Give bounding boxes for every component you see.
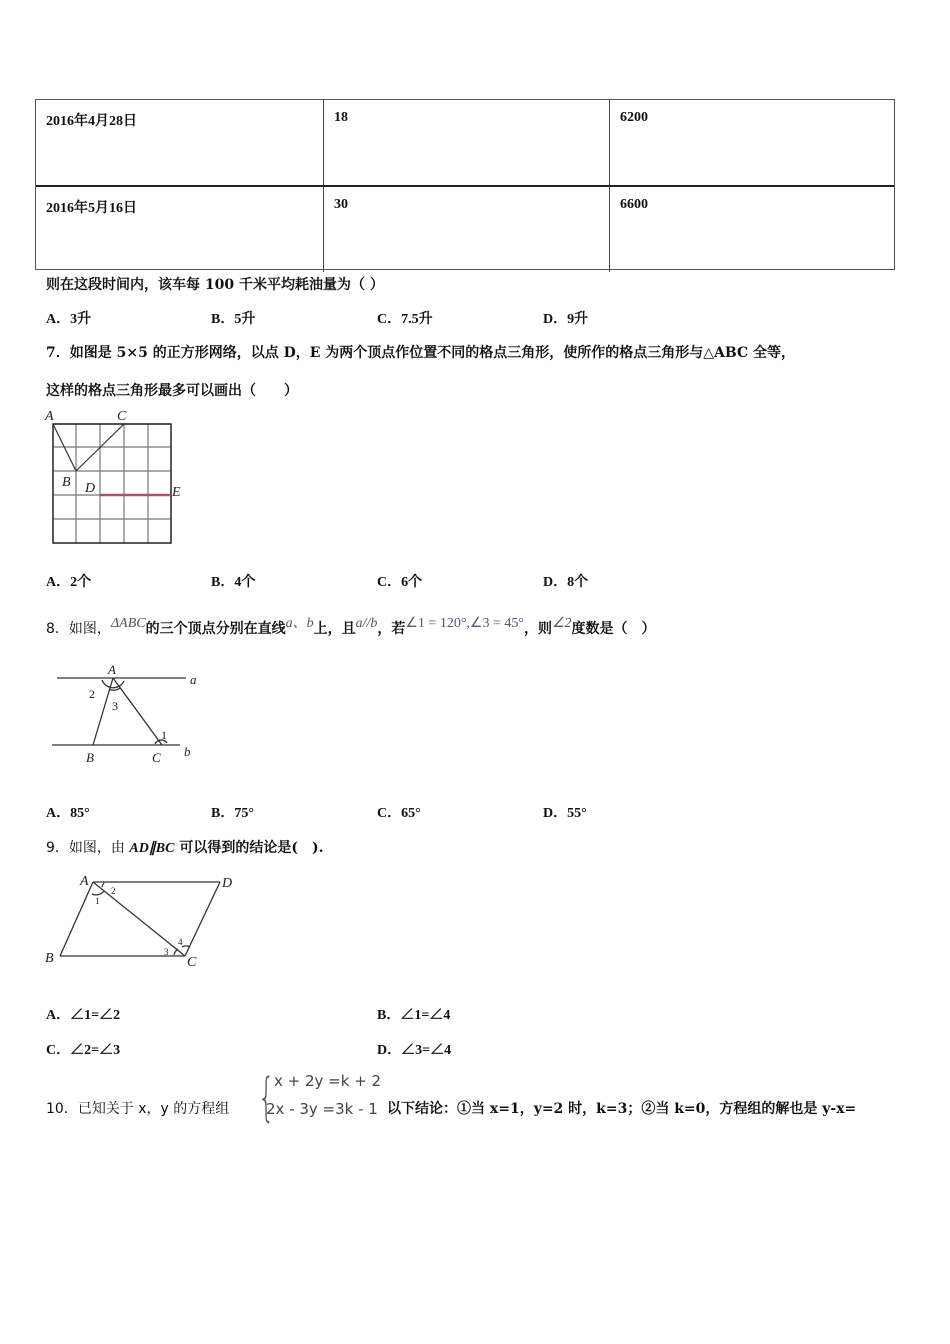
fuel-record-table: [35, 99, 895, 270]
svg-text:A: A: [45, 409, 54, 424]
svg-text:D: D: [85, 481, 96, 496]
table-row: [36, 185, 894, 272]
q8-option-b: B．75°: [211, 806, 254, 821]
q6-option-d: D．9升: [543, 312, 589, 327]
table-cell-amount: 30: [323, 187, 609, 272]
q8-option-a: A．85°: [46, 806, 90, 821]
equation-2: 2x - 3y =3k - 1: [266, 1100, 378, 1118]
svg-text:1: 1: [161, 728, 167, 742]
svg-text:B: B: [86, 750, 94, 765]
q9-option-a: A．∠1=∠2: [46, 1008, 121, 1023]
table-cell-mileage: 6600: [609, 187, 894, 272]
svg-text:B: B: [62, 475, 71, 490]
q6-option-a: A．3升: [46, 312, 92, 327]
q6-option-c: C．7.5升: [377, 312, 433, 327]
q9-option-b: B．∠1=∠4: [377, 1008, 451, 1023]
svg-text:2: 2: [111, 886, 116, 896]
triangle-abc-math: ΔABC: [110, 616, 146, 631]
question-10-prefix: 10．已知关于 x，y 的方程组: [46, 1101, 230, 1117]
svg-text:4: 4: [178, 937, 183, 947]
q7-option-b: B．4个: [211, 575, 256, 590]
svg-text:2: 2: [89, 687, 95, 701]
svg-text:C: C: [117, 409, 127, 424]
grid-figure-q7: [40, 400, 200, 550]
svg-text:A: A: [108, 662, 116, 677]
svg-text:3: 3: [112, 699, 118, 713]
parallel-lines-figure-q8: [40, 655, 220, 775]
parallelogram-figure-q9: [40, 865, 240, 975]
table-cell-date: 2016年4月28日: [46, 114, 137, 129]
q8-option-d: D．55°: [543, 806, 587, 821]
q7-option-c: C．6个: [377, 575, 423, 590]
svg-text:b: b: [184, 744, 191, 759]
question-9-stem: 9．如图，由 AD∥BC 可以得到的结论是( ).: [46, 840, 324, 856]
q6-option-b: B．5升: [211, 312, 256, 327]
brace-icon: {: [258, 1068, 275, 1128]
q7-option-a: A．2个: [46, 575, 92, 590]
table-cell-mileage: 6200: [609, 100, 894, 185]
question-10-suffix: 以下结论：①当 x=1，y=2 时，k=3；②当 k=0，方程组的解也是 y-x=: [387, 1101, 857, 1117]
table-cell-date: 2016年5月16日: [46, 201, 137, 216]
question-8-stem: 8．如图，ΔABC的三个顶点分别在直线a、b上，且a//b，若∠1 = 120°,∠3 = 45°，则∠2度数是（ ）: [46, 616, 656, 637]
question-7-line2: 这样的格点三角形最多可以画出（ ）: [46, 383, 298, 399]
equation-system: [258, 1070, 388, 1126]
q9-option-c: C．∠2=∠3: [46, 1043, 121, 1058]
svg-text:1: 1: [95, 896, 100, 906]
question-6-stem: 则在这段时间内，该车每 100 千米平均耗油量为（ ）: [46, 277, 384, 293]
q8-option-c: C．65°: [377, 806, 421, 821]
q9-option-d: D．∠3=∠4: [377, 1043, 452, 1058]
equation-1: x + 2y =k + 2: [274, 1072, 382, 1090]
question-7-line1: 7．如图是 5×5 的正方形网络，以点 D，E 为两个顶点作位置不同的格点三角形，使所作的格点三角形与△ABC 全等，: [46, 345, 795, 361]
svg-text:E: E: [172, 485, 181, 500]
svg-text:D: D: [222, 876, 233, 891]
svg-text:a: a: [190, 672, 197, 687]
svg-text:A: A: [80, 874, 89, 889]
svg-text:C: C: [152, 750, 161, 765]
q7-option-d: D．8个: [543, 575, 589, 590]
svg-text:3: 3: [164, 947, 169, 957]
table-cell-amount: 18: [323, 100, 609, 185]
table-row: [36, 100, 894, 185]
svg-text:B: B: [45, 951, 54, 966]
svg-text:C: C: [187, 955, 197, 970]
